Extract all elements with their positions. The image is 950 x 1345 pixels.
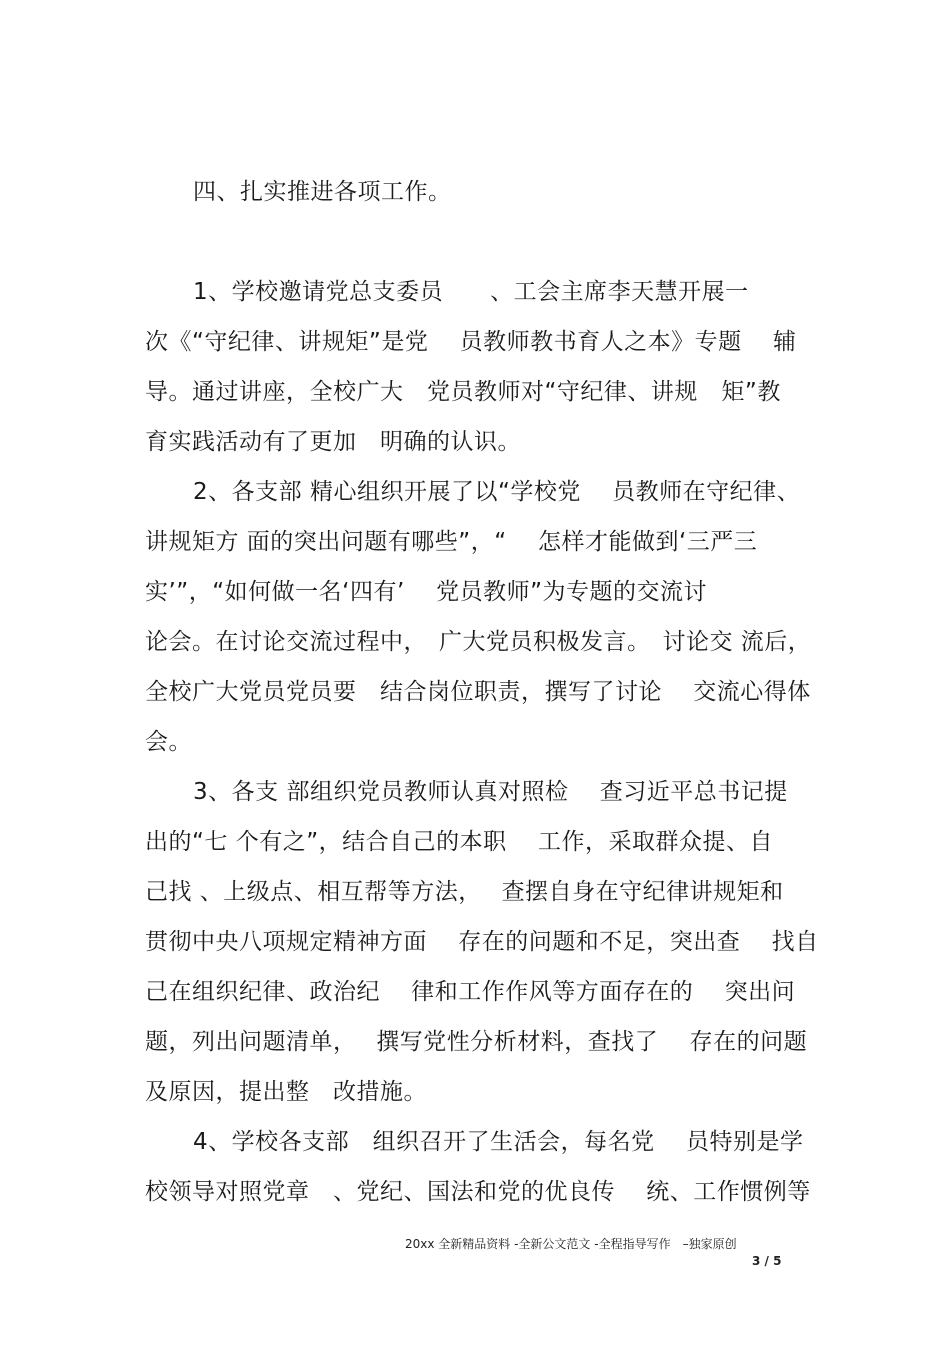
body-line: 己找 、上级点、相互帮等方法， 查摆自身在守纪律讲规矩和	[145, 879, 784, 905]
footer-caption: 20xx 全新精品资料 -全新公文范文 -全程指导写作 –独家原创	[405, 1237, 737, 1251]
body-line: 3、各支 部组织党员教师认真对照检 查习近平总书记提	[193, 779, 788, 805]
body-line: 论会。在讨论交流过程中， 广大党员积极发言。 讨论交 流后，	[145, 629, 812, 655]
body-line: 及原因，提出整 改措施。	[145, 1079, 427, 1105]
body-line: 育实践活动有了更加 明确的认识。	[145, 429, 521, 455]
body-line: 校领导对照党章 、党纪、国法和党的优良传 统、工作惯例等	[145, 1179, 811, 1205]
body-line: 全校广大党员党员要 结合岗位职责，撰写了讨论 交流心得体	[145, 679, 811, 705]
body-line: 题，列出问题清单， 撰写党性分析材料，查找了 存在的问题	[145, 1029, 808, 1055]
body-line: 己在组织纪律、政治纪 律和工作作风等方面存在的 突出问	[145, 979, 796, 1005]
body-line: 导。通过讲座，全校广大 党员教师对“守纪律、讲规 矩”教	[145, 379, 781, 405]
body-line: 贯彻中央八项规定精神方面 存在的问题和不足，突出查 找自	[145, 929, 819, 955]
section-heading: 四、扎实推进各项工作。	[193, 179, 452, 205]
body-line: 1、学校邀请党总支委员 、工会主席李天慧开展一	[193, 279, 749, 305]
body-line: 出的“七 个有之”，结合自己的本职 工作，采取群众提、自	[145, 829, 773, 855]
body-line: 次《“守纪律、讲规矩”是党 员教师教书育人之本》专题 辅	[145, 329, 797, 355]
body-line: 实’”，“如何做一名‘四有’ 党员教师”为专题的交流讨	[145, 579, 707, 605]
body-line: 会。	[145, 729, 192, 755]
page-number: 3 / 5	[752, 1254, 782, 1268]
body-line: 讲规矩方 面的突出问题有哪些”，“ 怎样才能做到‘三严三	[145, 529, 758, 555]
body-line: 2、各支部 精心组织开展了以“学校党 员教师在守纪律、	[193, 479, 801, 505]
body-line: 4、学校各支部 组织召开了生活会，每名党 员特别是学	[193, 1129, 804, 1155]
